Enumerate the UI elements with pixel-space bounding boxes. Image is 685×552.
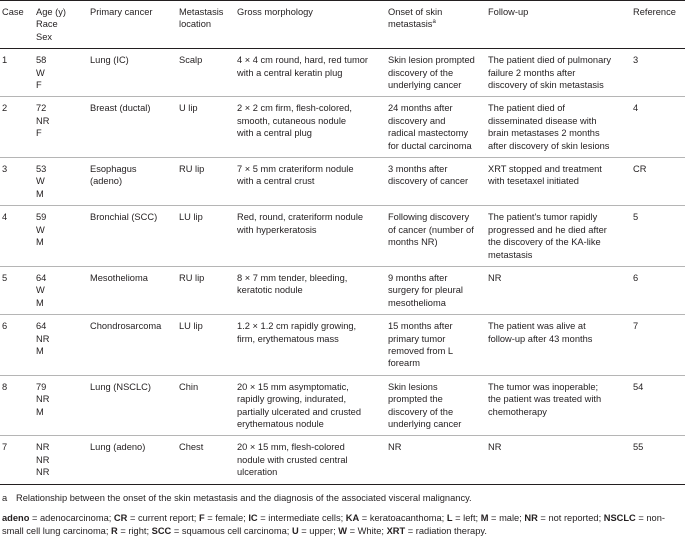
table-cell	[386, 97, 486, 158]
table-cell	[486, 206, 631, 267]
cell-line: with a central crust	[237, 176, 315, 187]
cell-line: NR	[488, 272, 502, 283]
cell-line: discovery of the	[388, 406, 454, 417]
abbreviation-term: NR	[524, 513, 538, 523]
footnote	[2, 492, 682, 504]
cell-line: 64	[36, 321, 47, 332]
table-cell	[235, 375, 386, 436]
cell-line: NR	[36, 115, 50, 126]
table-cell	[88, 266, 177, 314]
cell-line: LU lip	[179, 321, 203, 332]
table-body	[0, 49, 685, 484]
table-cell	[386, 158, 486, 206]
table-cell	[0, 266, 34, 314]
column-header	[486, 1, 631, 49]
column-header-line: Metastasis	[179, 7, 224, 17]
table-cell	[34, 158, 88, 206]
abbreviation-definition: left	[463, 513, 476, 523]
cell-line: Breast (ductal)	[90, 103, 151, 114]
cell-line: W	[36, 67, 45, 78]
table-cell	[631, 375, 685, 436]
abbreviation-definition: adenocarcinoma	[40, 513, 109, 523]
abbreviation-definition: non-small cell lung carcinoma	[2, 513, 665, 536]
cell-line: 24 months after	[388, 103, 453, 114]
cell-line: F	[36, 128, 42, 139]
table-cell	[0, 375, 34, 436]
cell-line: Bronchial (SCC)	[90, 212, 158, 223]
cell-line: 4 × 4 cm round, hard, red tumor	[237, 55, 368, 66]
cell-line: partially ulcerated and crusted	[237, 406, 362, 417]
cell-line: Mesothelioma	[90, 272, 148, 283]
table-cell	[177, 266, 235, 314]
cell-line: discovery of cancer	[388, 176, 469, 187]
abbreviation-term: NSCLC	[603, 513, 636, 523]
table-cell	[631, 266, 685, 314]
cell-line: 8	[2, 381, 8, 392]
table-cell	[235, 97, 386, 158]
column-header-line: metastasis	[388, 19, 433, 30]
table-cell	[631, 97, 685, 158]
footnote-marker: a	[432, 19, 436, 26]
abbreviation-definition: radiation therapy	[415, 525, 485, 536]
cell-line: Red, round, crateriform nodule	[237, 212, 364, 223]
column-header-line: Primary cancer	[90, 7, 153, 17]
table-cell	[486, 436, 631, 484]
cell-line: nodule with crusted central	[237, 454, 348, 465]
table-cell	[386, 206, 486, 267]
cell-line: discovery of the	[388, 67, 454, 78]
table-cell	[34, 375, 88, 436]
cell-line: removed from L	[388, 345, 454, 356]
cell-line: primary tumor	[388, 333, 446, 344]
cell-line: disseminated disease with	[488, 115, 597, 126]
cell-line: Chin	[179, 381, 199, 392]
table-row	[0, 266, 685, 314]
cell-line: 20 × 15 mm, flesh-colored	[237, 442, 345, 453]
abbreviation-definition: right	[128, 525, 147, 536]
column-header	[386, 1, 486, 49]
cell-line: 5	[633, 212, 639, 223]
cell-line: Scalp	[179, 55, 203, 66]
table-cell	[486, 375, 631, 436]
cell-line: The patient died of	[488, 103, 566, 114]
cell-line: 72	[36, 103, 47, 114]
cell-line: 2 × 2 cm firm, flesh-colored,	[237, 103, 352, 114]
cell-line: M	[36, 297, 44, 308]
cell-line: metastasis	[488, 249, 533, 260]
table-cell	[235, 49, 386, 97]
abbreviation-term: IC	[248, 513, 258, 523]
table-cell	[486, 158, 631, 206]
cell-line: keratotic nodule	[237, 285, 303, 296]
cell-line: ulceration	[237, 467, 278, 478]
table-cell	[386, 315, 486, 376]
cell-line: 3	[633, 55, 639, 66]
table-row	[0, 315, 685, 376]
table-cell	[177, 375, 235, 436]
abbreviation-definition: current report	[137, 513, 194, 523]
cell-line: NR	[388, 442, 402, 453]
abbreviation-term: M	[480, 513, 489, 523]
cell-line: Following discovery	[388, 212, 470, 223]
table-cell	[177, 206, 235, 267]
table-cell	[0, 49, 34, 97]
abbreviation-term: U	[291, 525, 299, 536]
cell-line: W	[36, 285, 45, 296]
cell-line: W	[36, 224, 45, 235]
cell-line: Chest	[179, 442, 204, 453]
cell-line: 20 × 15 mm asymptomatic,	[237, 381, 349, 392]
table-header	[0, 1, 685, 49]
cell-line: M	[36, 237, 44, 248]
cell-line: brain metastases 2 months	[488, 128, 600, 139]
cell-line: discovery and	[388, 115, 446, 126]
cell-line: 7	[2, 442, 8, 453]
cell-line: 2	[2, 103, 8, 114]
cell-line: XRT stopped and treatment	[488, 164, 602, 175]
cell-line: 8 × 7 mm tender, bleeding,	[237, 272, 348, 283]
cell-line: 5	[2, 272, 8, 283]
cell-line: M	[36, 406, 44, 417]
cell-line: 54	[633, 381, 644, 392]
table-cell	[88, 49, 177, 97]
cell-line: NR	[36, 394, 50, 405]
cell-line: 79	[36, 381, 47, 392]
column-header-line: Follow-up	[488, 7, 529, 17]
cell-line: 4	[2, 212, 8, 223]
cell-line: 9 months after	[388, 272, 448, 283]
cell-line: rapidly growing, indurated,	[237, 394, 347, 405]
cell-line: 1.2 × 1.2 cm rapidly growing,	[237, 321, 357, 332]
table-cell	[386, 375, 486, 436]
column-header-line: Age (y)	[36, 7, 66, 17]
column-header-line: location	[179, 19, 212, 30]
table-row	[0, 375, 685, 436]
cell-line: radical mastectomy	[388, 128, 469, 139]
table-cell	[34, 206, 88, 267]
cell-line: with a central plug	[237, 128, 312, 139]
table-row	[0, 158, 685, 206]
cell-line: The patient was alive at	[488, 321, 586, 332]
abbreviation-term: adeno	[2, 513, 30, 523]
column-header	[177, 1, 235, 49]
column-header-line: Race	[36, 19, 58, 30]
cell-line: after discovery of skin lesions	[488, 140, 610, 151]
cell-line: The patient's tumor rapidly	[488, 212, 598, 223]
cell-line: with hyperkeratosis	[237, 224, 317, 235]
cell-line: 3	[2, 164, 8, 175]
abbreviation-definition: squamous cell carcinoma	[181, 525, 287, 536]
cell-line: NR	[36, 442, 50, 453]
cell-line: LU lip	[179, 212, 203, 223]
cell-line: Esophagus	[90, 164, 137, 175]
cell-line: The tumor was inoperable;	[488, 381, 599, 392]
column-header	[631, 1, 685, 49]
cell-line: 53	[36, 164, 47, 175]
table-cell	[486, 266, 631, 314]
cell-line: 7 × 5 mm crateriform nodule	[237, 164, 354, 175]
cell-line: 6	[633, 272, 639, 283]
cell-line: 64	[36, 272, 47, 283]
table-cell	[631, 315, 685, 376]
cell-line: forearm	[388, 358, 421, 369]
cell-line: Chondrosarcoma	[90, 321, 162, 332]
header-row	[0, 1, 685, 49]
table-cell	[34, 266, 88, 314]
cell-line: months NR)	[388, 237, 438, 248]
cell-line: 3 months after	[388, 164, 448, 175]
cell-line: Lung (adeno)	[90, 442, 146, 453]
cell-line: 55	[633, 442, 644, 453]
abbreviation-definition: White	[357, 525, 382, 536]
table-cell	[88, 375, 177, 436]
abbreviation-term: XRT	[386, 525, 406, 536]
cell-line: NR	[488, 442, 502, 453]
table-cell	[88, 315, 177, 376]
cell-line: RU lip	[179, 164, 205, 175]
abbreviation-definition: intermediate cells	[268, 513, 341, 523]
table-cell	[386, 49, 486, 97]
table-cell	[631, 436, 685, 484]
cell-line: 7	[633, 321, 639, 332]
cell-line: the patient was treated with	[488, 394, 602, 405]
column-header	[34, 1, 88, 49]
cell-line: RU lip	[179, 272, 205, 283]
cell-line: mesothelioma	[388, 297, 446, 308]
cell-line: The patient died of pulmonary	[488, 55, 612, 66]
column-header	[235, 1, 386, 49]
cell-line: CR	[633, 164, 647, 175]
table-cell	[177, 97, 235, 158]
cell-line: W	[36, 176, 45, 187]
cell-line: erythematous nodule	[237, 418, 324, 429]
cell-line: of cancer (number of	[388, 224, 474, 235]
table-cell	[0, 158, 34, 206]
table-row	[0, 206, 685, 267]
abbreviation-definition: male	[499, 513, 520, 523]
abbreviation-term: SCC	[151, 525, 172, 536]
cell-line: chemotherapy	[488, 406, 547, 417]
cell-line: Lung (NSCLC)	[90, 381, 151, 392]
table-cell	[0, 206, 34, 267]
table-cell	[631, 206, 685, 267]
cell-line: (adeno)	[90, 176, 123, 187]
table-cell	[177, 49, 235, 97]
cell-line: Skin lesions	[388, 381, 438, 392]
cell-line: 6	[2, 321, 8, 332]
cell-line: 1	[2, 55, 8, 66]
table-cell	[34, 49, 88, 97]
table-cell	[0, 315, 34, 376]
table-row	[0, 49, 685, 97]
column-header-line: Sex	[36, 31, 53, 42]
column-header	[88, 1, 177, 49]
column-header-line: Reference	[633, 7, 676, 17]
table-cell	[631, 49, 685, 97]
cell-line: NR	[36, 454, 50, 465]
cell-line: M	[36, 188, 44, 199]
cell-line: U lip	[179, 103, 198, 114]
table-cell	[0, 436, 34, 484]
table-row	[0, 436, 685, 484]
cell-line: Skin lesion prompted	[388, 55, 475, 66]
table-cell	[88, 206, 177, 267]
abbreviation-definition: not reported	[548, 513, 599, 523]
cell-line: F	[36, 80, 42, 91]
abbreviation-definition: keratoacanthoma	[369, 513, 442, 523]
cell-line: 59	[36, 212, 47, 223]
table-cell	[235, 206, 386, 267]
cell-line: failure 2 months after	[488, 67, 576, 78]
cell-line: the discovery of the KA-like	[488, 237, 601, 248]
cell-line: for ductal carcinoma	[388, 140, 472, 151]
table-cell	[235, 436, 386, 484]
column-header	[0, 1, 34, 49]
abbreviation-term: W	[338, 525, 348, 536]
column-header-line: Gross morphology	[237, 7, 313, 17]
table-cell	[486, 315, 631, 376]
table-cell	[34, 97, 88, 158]
table-cell	[631, 158, 685, 206]
column-header-line: Onset of skin	[388, 7, 443, 17]
cell-line: 4	[633, 103, 639, 114]
abbreviation-term: R	[111, 525, 118, 536]
cell-line: discovery of skin metastasis	[488, 80, 604, 91]
table-cell	[177, 436, 235, 484]
table-cell	[235, 158, 386, 206]
cell-line: follow-up after 43 months	[488, 333, 593, 344]
table-cell	[177, 315, 235, 376]
cell-line: smooth, cutaneous nodule	[237, 115, 347, 126]
abbreviation-term: L	[446, 513, 453, 523]
abbreviations-legend: adeno = adenocarcinoma; CR = current report; F = female; IC = intermediate cells; KA = keratoacanthoma; L = left; M = male; NR = not reported; NSCLC = non-small cell lung carcinoma; R = right; SCC = squamous cell carcinoma; U = upper; W = White; XRT = radiation therapy.	[2, 513, 665, 536]
abbreviation-term: CR	[113, 513, 128, 523]
cell-line: M	[36, 345, 44, 356]
cell-line: with a central keratin plug	[237, 67, 343, 78]
table-row	[0, 97, 685, 158]
table-cell	[235, 266, 386, 314]
cell-line: surgery for pleural	[388, 285, 463, 296]
table-cell	[88, 436, 177, 484]
table-cell	[88, 158, 177, 206]
cell-line: NR	[36, 467, 50, 478]
abbreviation-term: KA	[345, 513, 360, 523]
table-cell	[386, 436, 486, 484]
cell-line: underlying cancer	[388, 418, 462, 429]
cell-line: with tesetaxel initiated	[488, 176, 579, 187]
cell-line: prompted the	[388, 394, 443, 405]
abbreviation-definition: female	[215, 513, 244, 523]
table-cell	[386, 266, 486, 314]
table-cell	[88, 97, 177, 158]
cell-line: 58	[36, 55, 47, 66]
cell-line: firm, erythematous mass	[237, 333, 339, 344]
cell-line: underlying cancer	[388, 80, 462, 91]
table-cell	[235, 315, 386, 376]
footnote-mark: a	[2, 492, 8, 503]
table-cell	[0, 97, 34, 158]
abbreviation-definition: upper	[309, 525, 334, 536]
cell-line: Lung (IC)	[90, 55, 129, 66]
column-header-line: Case	[2, 7, 24, 17]
table-cell	[177, 158, 235, 206]
cell-line: NR	[36, 333, 50, 344]
cell-line: 15 months after	[388, 321, 453, 332]
table-cell	[486, 49, 631, 97]
table-cell	[486, 97, 631, 158]
table-cell	[34, 315, 88, 376]
table-cell	[34, 436, 88, 484]
cell-line: progressed and he died after	[488, 224, 607, 235]
abbreviation-term: F	[198, 513, 205, 523]
footnote-text: Relationship between the onset of the skin metastasis and the diagnosis of the associated visceral malignancy.	[16, 492, 472, 503]
